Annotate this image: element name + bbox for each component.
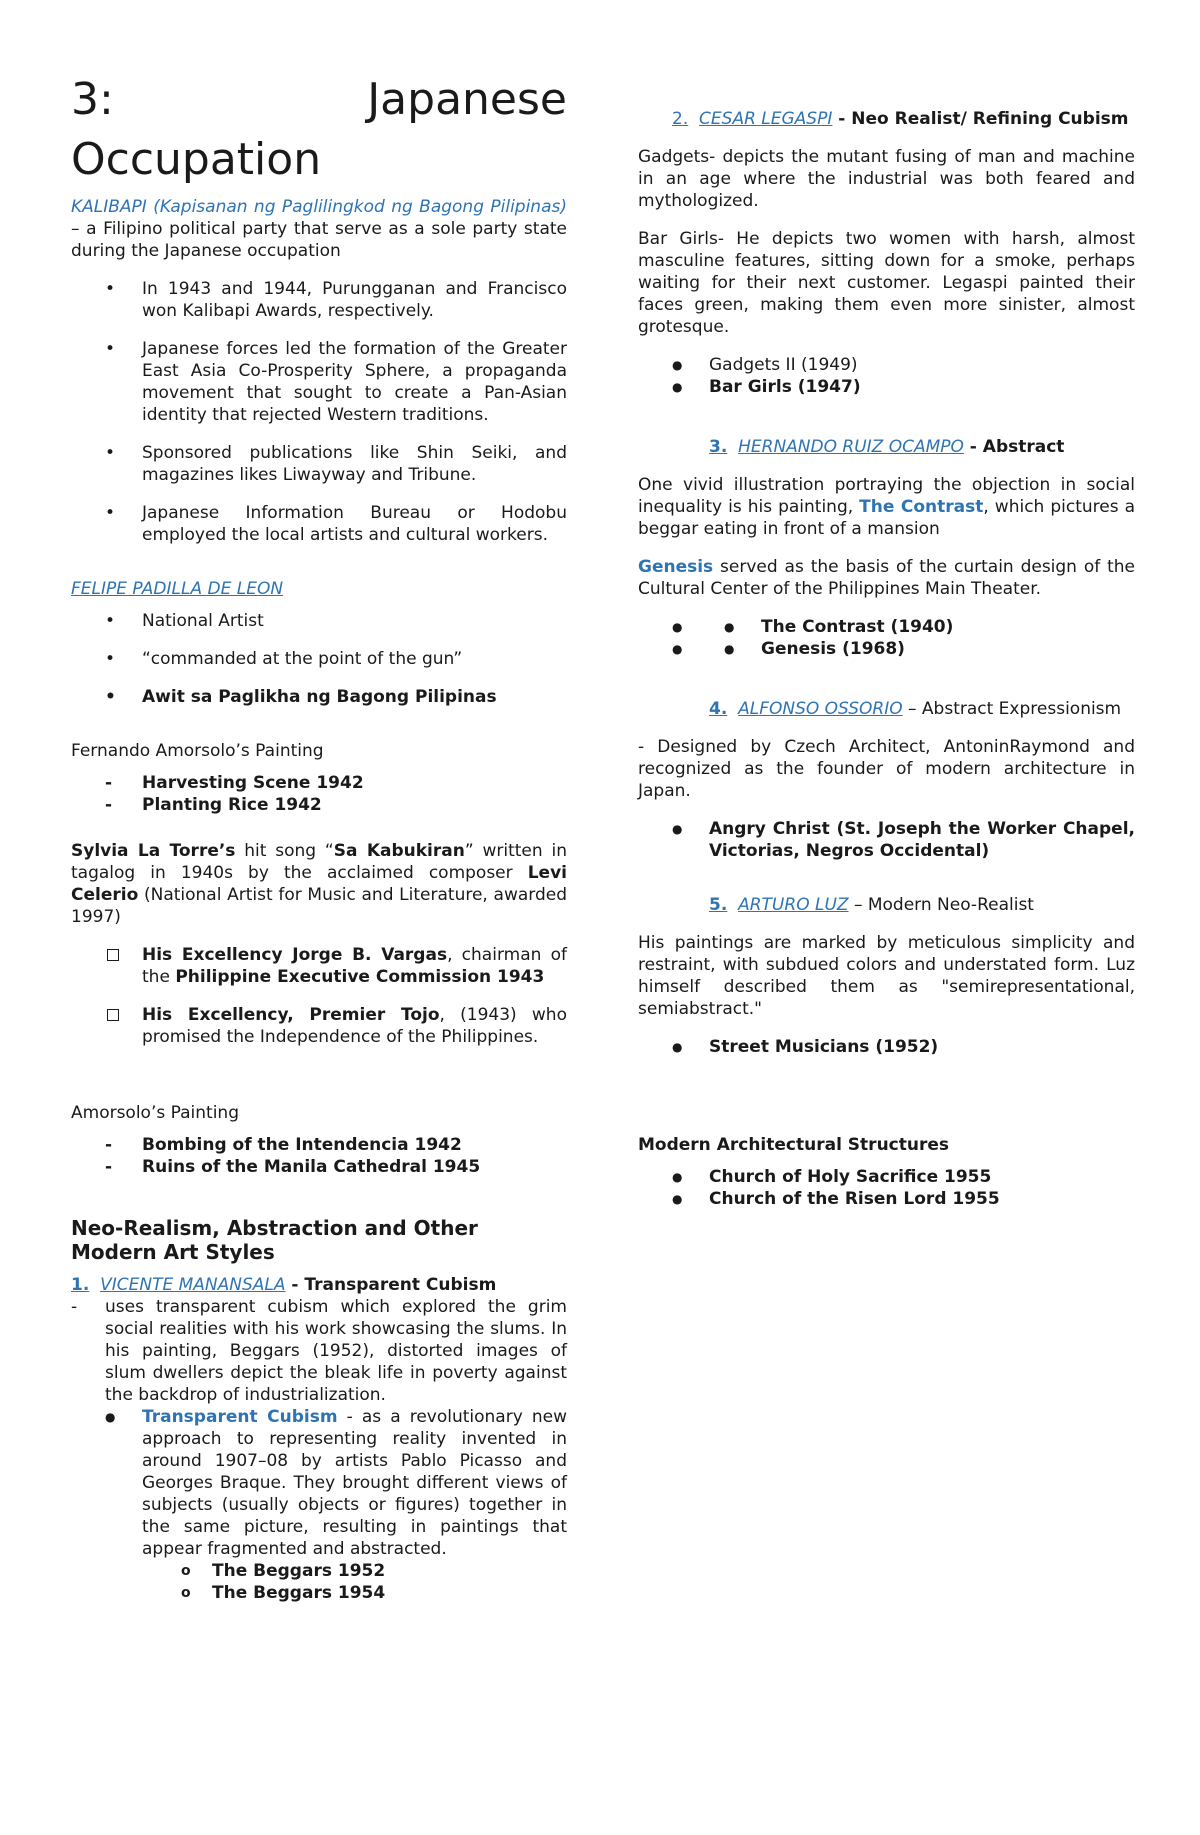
ocampo-works	[638, 616, 1135, 660]
bargirls-paragraph: Bar Girls- He depicts two women with harsh, almost masculine features, sitting down for a smoke, perhaps waiting for their next customer. Legaspi painted their faces green, making them even more sinister, almost grotesque.	[638, 229, 1135, 337]
list-item: • In 1943 and 1944, Purungganan and Francisco won Kalibapi Awards, respectively.	[71, 278, 567, 322]
list-item: ● Church of Holy Sacrifice 1955	[638, 1166, 1135, 1188]
luz-paragraph: His paintings are marked by meticulous simplicity and restraint, with subdued colors and understated form. Luz himself described them as "semirepresentational, semiabstract."	[638, 933, 1135, 1019]
architecture-list	[638, 1166, 1135, 1210]
left-column	[71, 70, 567, 1604]
sylvia-paragraph: Sylvia La Torre’s hit song “Sa Kabukiran” written in tagalog in 1940s by the acclaimed composer Levi Celerio (National Artist for Music and Literature, awarded 1997)	[71, 841, 567, 927]
list-item: ● Gadgets II (1949)	[638, 354, 1135, 376]
list-item: • Awit sa Paglikha ng Bagong Pilipinas	[71, 686, 567, 708]
list-item: ● Street Musicians (1952)	[638, 1036, 1135, 1058]
genesis-paragraph: Genesis served as the basis of the curtain design of the Cultural Center of the Philippines Main Theater.	[638, 557, 1135, 599]
amorsolo-heading-1: Fernando Amorsolo’s Painting	[71, 741, 324, 761]
felipe-link[interactable]: FELIPE PADILLA DE LEON	[71, 579, 284, 599]
list-item: ● Transparent Cubism - as a revolutionary new approach to representing reality invented in around 1907–08 by artists Pablo Picasso and Georges Braque. They brought different views of subjects (usually objects or figures) together in the same picture, resulting in paintings that appear fragmented and abstracted.	[71, 1406, 567, 1560]
page-title-line2: Occupation	[71, 134, 322, 185]
item-3-heading: 3. HERNANDO RUIZ OCAMPO - Abstract	[709, 437, 1065, 457]
kalibapi-desc: – a Filipino political party that serve as a sole party state during the Japanese occupation	[71, 219, 567, 261]
page-title	[71, 70, 567, 130]
list-item: ● Bar Girls (1947)	[638, 376, 1135, 398]
list-item: o The Beggars 1954	[71, 1582, 567, 1604]
amorsolo-list-2	[71, 1134, 567, 1178]
item-5-heading: 5. ARTURO LUZ – Modern Neo-Realist	[709, 895, 1034, 915]
ocampo-link[interactable]: HERNANDO RUIZ OCAMPO	[738, 437, 964, 457]
list-item: • National Artist	[71, 610, 567, 632]
title-word: Japanese	[367, 74, 567, 125]
ossorio-works	[638, 818, 1135, 862]
kalibapi-list	[71, 278, 567, 546]
felipe-list	[71, 610, 567, 708]
list-item: - Ruins of the Manila Cathedral 1945	[71, 1156, 567, 1178]
item-4-heading: 4. ALFONSO OSSORIO – Abstract Expressionism	[709, 699, 1122, 719]
list-item: ● Angry Christ (St. Joseph the Worker Chapel, Victorias, Negros Occidental)	[638, 818, 1135, 862]
luz-works	[638, 1036, 1135, 1058]
kalibapi-link[interactable]: KALIBAPI (Kapisanan ng Paglilingkod ng Bagong Pilipinas)	[71, 197, 567, 217]
list-item: ● ● The Contrast (1940)	[638, 616, 1135, 638]
list-item: His Excellency Jorge B. Vargas, chairman of the Philippine Executive Commission 1943	[71, 944, 567, 988]
ossorio-paragraph: - Designed by Czech Architect, AntoninRaymond and recognized as the founder of modern architecture in Japan.	[638, 737, 1135, 801]
list-item: • Sponsored publications like Shin Seiki, and magazines likes Liwayway and Tribune.	[71, 442, 567, 486]
item-2-heading: 2. CESAR LEGASPI - Neo Realist/ Refining Cubism	[672, 109, 1129, 129]
legaspi-works	[638, 354, 1135, 398]
legaspi-link[interactable]: CESAR LEGASPI	[699, 109, 833, 129]
list-item: ● ● Genesis (1968)	[638, 638, 1135, 660]
officials-list	[71, 944, 567, 1048]
right-column	[638, 108, 1135, 1210]
list-item: • Japanese Information Bureau or Hodobu employed the local artists and cultural workers.	[71, 502, 567, 546]
list-item: • “commanded at the point of the gun”	[71, 648, 567, 670]
list-item: - Planting Rice 1942	[71, 794, 567, 816]
list-item: • Japanese forces led the formation of the Greater East Asia Co-Prosperity Sphere, a propaganda movement that sought to create a Pan-Asian identity that rejected Western traditions.	[71, 338, 567, 426]
luz-link[interactable]: ARTURO LUZ	[738, 895, 849, 915]
title-number: 3:	[71, 74, 114, 125]
ocampo-paragraph: One vivid illustration portraying the objection in social inequality is his painting, The Contrast, which pictures a beggar eating in front of a mansion	[638, 475, 1135, 539]
list-item: - Bombing of the Intendencia 1942	[71, 1134, 567, 1156]
manansala-list	[71, 1406, 567, 1604]
list-item: - Harvesting Scene 1942	[71, 772, 567, 794]
amorsolo-list-1	[71, 772, 567, 816]
manansala-desc: - uses transparent cubism which explored the grim social realities with his work showcasing the slums. In his painting, Beggars (1952), distorted images of slum dwellers depict the bleak life in poverty against the backdrop of industrialization.	[71, 1296, 567, 1406]
item-1-heading: 1. VICENTE MANANSALA - Transparent Cubism	[71, 1275, 497, 1295]
gadgets-paragraph: Gadgets- depicts the mutant fusing of man and machine in an age where the industrial was both feared and mythologized.	[638, 147, 1135, 211]
architecture-heading: Modern Architectural Structures	[638, 1135, 950, 1155]
neo-realism-heading: Neo-Realism, Abstraction and Other Modern Art Styles	[71, 1216, 478, 1264]
list-item: His Excellency, Premier Tojo, (1943) who promised the Independence of the Philippines.	[71, 1004, 567, 1048]
amorsolo-heading-2: Amorsolo’s Painting	[71, 1103, 239, 1123]
kalibapi-paragraph	[71, 196, 567, 262]
ossorio-link[interactable]: ALFONSO OSSORIO	[738, 699, 903, 719]
list-item: o The Beggars 1952	[71, 1560, 567, 1582]
manansala-link[interactable]: VICENTE MANANSALA	[100, 1275, 286, 1295]
list-item: ● Church of the Risen Lord 1955	[638, 1188, 1135, 1210]
